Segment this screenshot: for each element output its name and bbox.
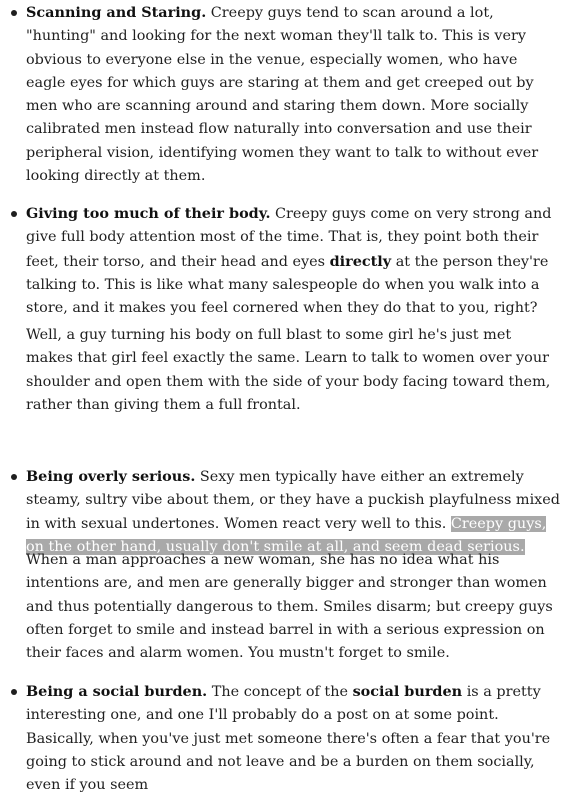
bullet-icon	[11, 10, 17, 16]
tip-body: Sexy men typically have either an extremely steamy, sultry vibe about them, or they have a puckish playfulness mixed in with sexual undertones. Women react very well to this.	[26, 469, 561, 532]
tip-body-continued: at the person they're talking to. This is like what many salespeople do when you walk into a store, and it makes you feel cornered when they do that to you, right?	[26, 253, 549, 317]
paragraph	[26, 1, 561, 188]
highlighted-text: Creepy guys, on the other hand, usually don't smile at all, and seem dead serious.	[26, 515, 547, 555]
followup-paragraph: Well, a guy turning his body on full blast to some girl he's just met makes that girl feel exactly the same. Learn to talk to women over your shoulder and open them with the side of your body facing toward them, rather than giving them a full frontal.	[26, 327, 551, 413]
paragraph	[26, 465, 561, 559]
followup-paragraph: When a man approaches a new woman, she has no idea what his intentions are, and men are generally bigger and stronger than women and thus potentially dangerous to them. Smiles disarm; but creepy guys often forget to smile and instead barrel in with a serious expression on their faces and alarm women. You mustn't forget to smile.	[26, 552, 553, 662]
tip-title: Scanning and Staring.	[26, 4, 207, 21]
bullet-icon	[11, 474, 17, 480]
tip-body: The concept of the	[211, 684, 348, 700]
tip-body-continued: is a pretty interesting one, and one I'll probably do a post on at some point. Basically, when you've just met someone there's often a fear that you're going to stick around and not leave and be a burden on them socially, even if you seem	[26, 684, 551, 794]
tip-title: Giving too much of their body.	[26, 205, 271, 222]
emphasis-text: directly	[329, 252, 392, 270]
tip-title: Being overly serious.	[26, 468, 196, 485]
paragraph	[26, 202, 561, 320]
bullet-icon	[11, 689, 17, 695]
tip-title: Being a social burden.	[26, 683, 208, 700]
bullet-icon	[11, 211, 17, 217]
tip-body: Creepy guys tend to scan around a lot, "hunting" and looking for the next woman they'll talk to. This is very obvious to everyone else in the venue, especially women, who have eagle eyes for which guys are staring at them and get creeped out by men who are scanning around and staring them down. More socially calibrated men instead flow naturally into conversation and use their peripheral vision, identifying women they want to talk to without ever looking directly at them.	[26, 5, 539, 185]
emphasis-text: social burden	[352, 683, 463, 700]
tip-body: Creepy guys come on very strong and give full body attention most of the time. That is, they point both their feet, their torso, and their head and eyes	[26, 206, 552, 270]
paragraph	[26, 680, 561, 797]
